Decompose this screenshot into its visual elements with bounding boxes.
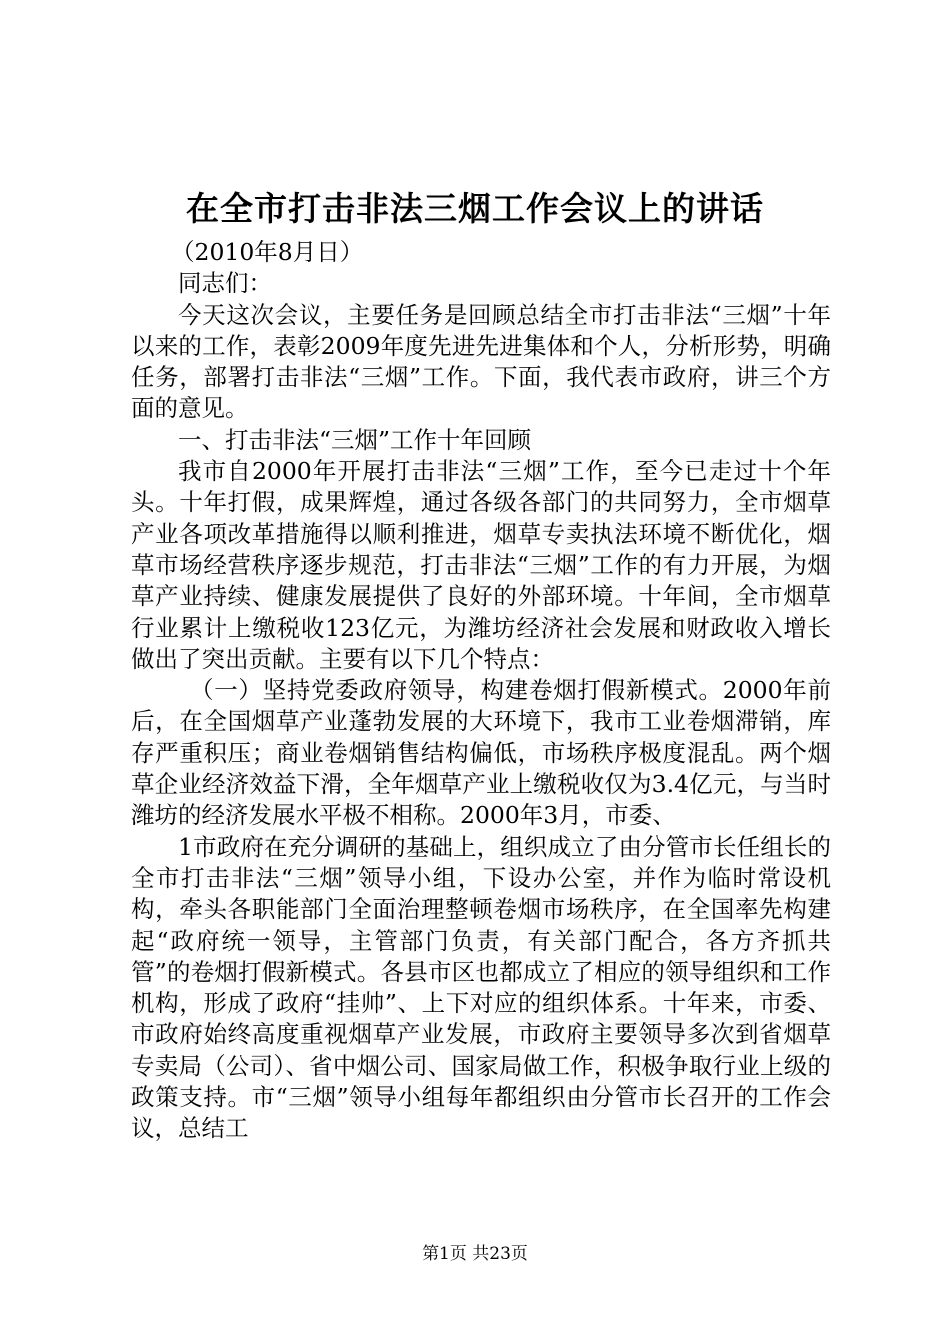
salutation: 同志们： bbox=[178, 269, 272, 298]
speech-date: （2010年8月日） bbox=[171, 238, 364, 266]
body-paragraph-intro: 今天这次会议，主要任务是回顾总结全市打击非法“三烟”十年以来的工作，表彰2009年度先进先进集体和个人，分析形势，明确任务，部署打击非法“三烟”工作。下面，我代表市政府，讲三个方面的意见。 bbox=[131, 300, 831, 423]
body-paragraph-continuation: 1市政府在充分调研的基础上，组织成立了由分管市长任组长的全市打击非法“三烟”领导小组，下设办公室，并作为临时常设机构，牵头各职能部门全面治理整顿卷烟市场秩序，在全国率先构建起“政府统一领导，主管部门负责，有关部门配合，各方齐抓共管”的卷烟打假新模式。各县市区也都成立了相应的领导组织和工作机构，形成了政府“挂帅”、上下对应的组织体系。十年来，市委、市政府始终高度重视烟草产业发展，市政府主要领导多次到省烟草专卖局（公司）、省中烟公司、国家局做工作，积极争取行业上级的政策支持。市“三烟”领导小组每年都组织由分管市长召开的工作会议，总结工 bbox=[131, 832, 831, 1143]
document-body bbox=[131, 237, 831, 1145]
section-heading-1: 一、打击非法“三烟”工作十年回顾 bbox=[178, 425, 532, 454]
body-paragraph-subsection-1: （一）坚持党委政府领导，构建卷烟打假新模式。2000年前后，在全国烟草产业蓬勃发展的大环境下，我市工业卷烟滞销，库存严重积压；商业卷烟销售结构偏低，市场秩序极度混乱。两个烟草企业经济效益下滑，全年烟草产业上缴税收仅为3.4亿元，与当时潍坊的经济发展水平极不相称。2000年3月，市委、 bbox=[131, 676, 831, 830]
document-title: 在全市打击非法三烟工作会议上的讲话 bbox=[186, 189, 764, 228]
page-number-footer: 第1页 共23页 bbox=[422, 1244, 528, 1264]
body-paragraph-review: 我市自2000年开展打击非法“三烟”工作，至今已走过十个年头。十年打假，成果辉煌，通过各级各部门的共同努力，全市烟草产业各项改革措施得以顺利推进，烟草专卖执法环境不断优化，烟草市场经营秩序逐步规范，打击非法“三烟”工作的有力开展，为烟草产业持续、健康发展提供了良好的外部环境。十年间，全市烟草行业累计上缴税收123亿元，为潍坊经济社会发展和财政收入增长做出了突出贡献。主要有以下几个特点： bbox=[131, 457, 831, 673]
